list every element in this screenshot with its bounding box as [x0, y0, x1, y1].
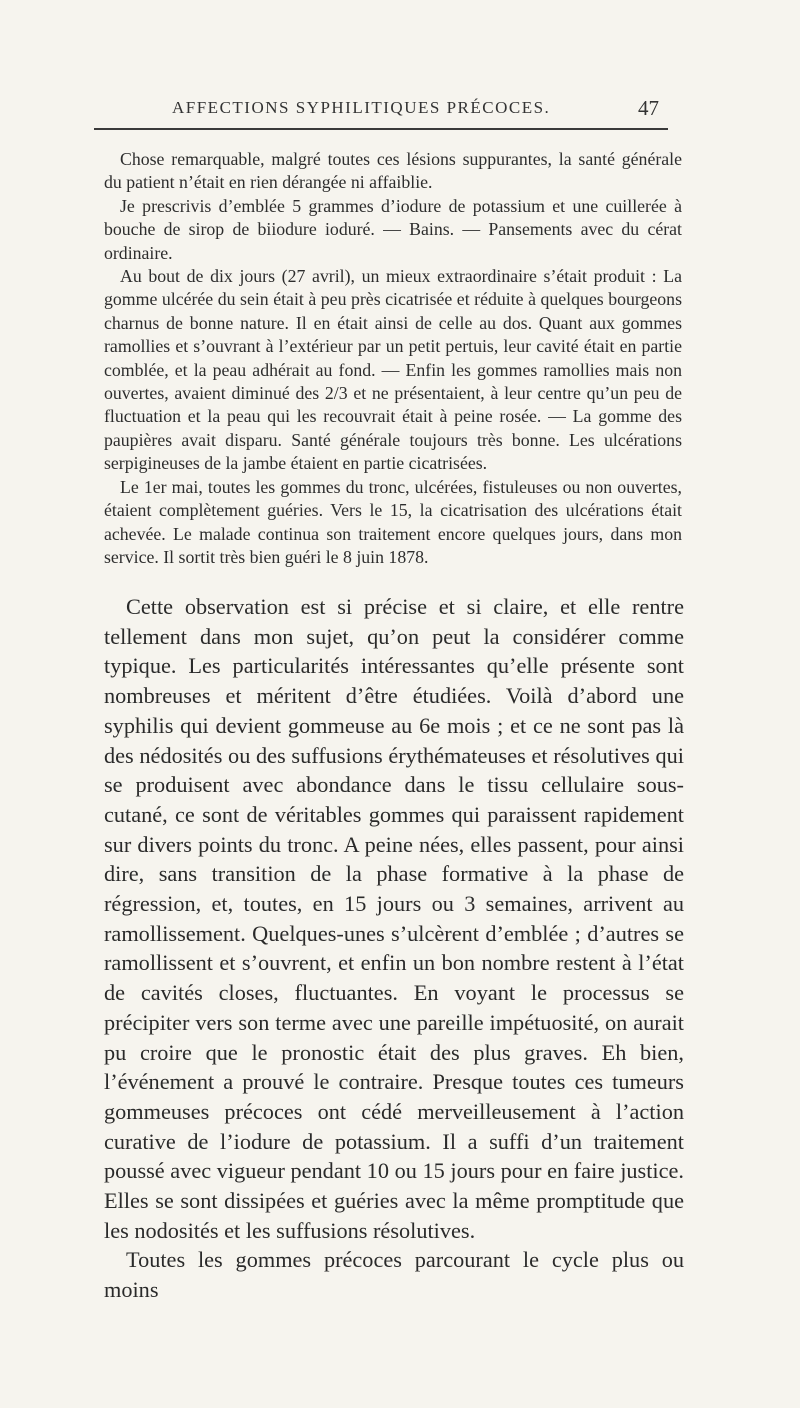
observation-paragraph: Chose remarquable, malgré toutes ces lésions suppurantes, la santé générale du patient n’était en rien dérangée ni affaiblie.	[104, 149, 682, 193]
observation-paragraph: Le 1er mai, toutes les gommes du tronc, ulcérées, fistuleuses ou non ouvertes, étaient complètement guéries. Vers le 15, la cicatrisation des ulcérations était achevée. Le malade continua son traitement encore quelques jours, dans mon service. Il sortit très bien guéri le 8 juin 1878.	[104, 476, 682, 567]
header-rule	[94, 128, 668, 130]
running-title: AFFECTIONS SYPHILITIQUES PRÉCOCES.	[172, 98, 551, 117]
body-paragraph: Toutes les gommes précoces parcourant le cycle plus ou moins	[104, 1247, 684, 1303]
observation-text	[104, 148, 682, 569]
running-head	[0, 98, 800, 124]
body-paragraph: Cette observation est si précise et si claire, et elle rentre tellement dans mon sujet, qu’on peut la considérer comme typique. Les particularités intéressantes qu’elle présente sont nombreuses et méritent d’être étudiées. Voilà d’abord une syphilis qui devient gommeuse au 6e mois ; et ce ne sont pas là des nédosités ou des suffusions érythémateuses et résolutives qui se produisent avec abondance dans le tissu cellulaire sous-cutané, ce sont de véritables gommes qui paraissent rapidement sur divers points du tronc. A peine nées, elles passent, pour ainsi dire, sans transition de la phase formative à la phase de régression, et, toutes, en 15 jours ou 3 semaines, arrivent au ramollissement. Quelques-unes s’ulcèrent d’emblée ; d’autres se ramollissent et s’ouvrent, et enfin un bon nombre restent à l’état de cavités closes, fluctuantes. En voyant le processus se précipiter vers son terme avec une pareille impétuosité, on aurait pu croire que le pronostic était des plus graves. Eh bien, l’événement a prouvé le contraire. Presque toutes ces tumeurs gommeuses précoces ont cédé merveilleusement à l’action curative de l’iodure de potassium. Il a suffi d’un traitement poussé avec vigueur pendant 10 ou 15 jours pour en faire justice. Elles se sont dissipées et guéries avec la même promptitude que les nodosités et les suffusions résolutives.	[104, 594, 684, 1243]
observation-paragraph: Je prescrivis d’emblée 5 grammes d’iodure de potassium et une cuillerée à bouche de sirop de biiodure ioduré. — Bains. — Pansements avec du cérat ordinaire.	[104, 195, 682, 263]
observation-paragraph: Au bout de dix jours (27 avril), un mieux extraordinaire s’était produit : La gomme ulcérée du sein était à peu près cicatrisée et réduite à quelques bourgeons charnus de bonne nature. Il en était ainsi de celle au dos. Quant aux gommes ramollies et s’ouvrant à l’extérieur par un petit pertuis, leur cavité était en partie comblée, et la peau adhérait au fond. — Enfin les gommes ramollies mais non ouvertes, avaient diminué des 2/3 et ne présentaient, à leur centre qu’un peu de fluctuation et la peau qui les recouvrait était à peine rosée. — La gomme des paupières avait disparu. Santé générale toujours très bonne. Les ulcérations serpigineuses de la jambe étaient en partie cicatrisées.	[104, 266, 682, 474]
body-text	[104, 592, 684, 1305]
page-number: 47	[638, 96, 659, 120]
